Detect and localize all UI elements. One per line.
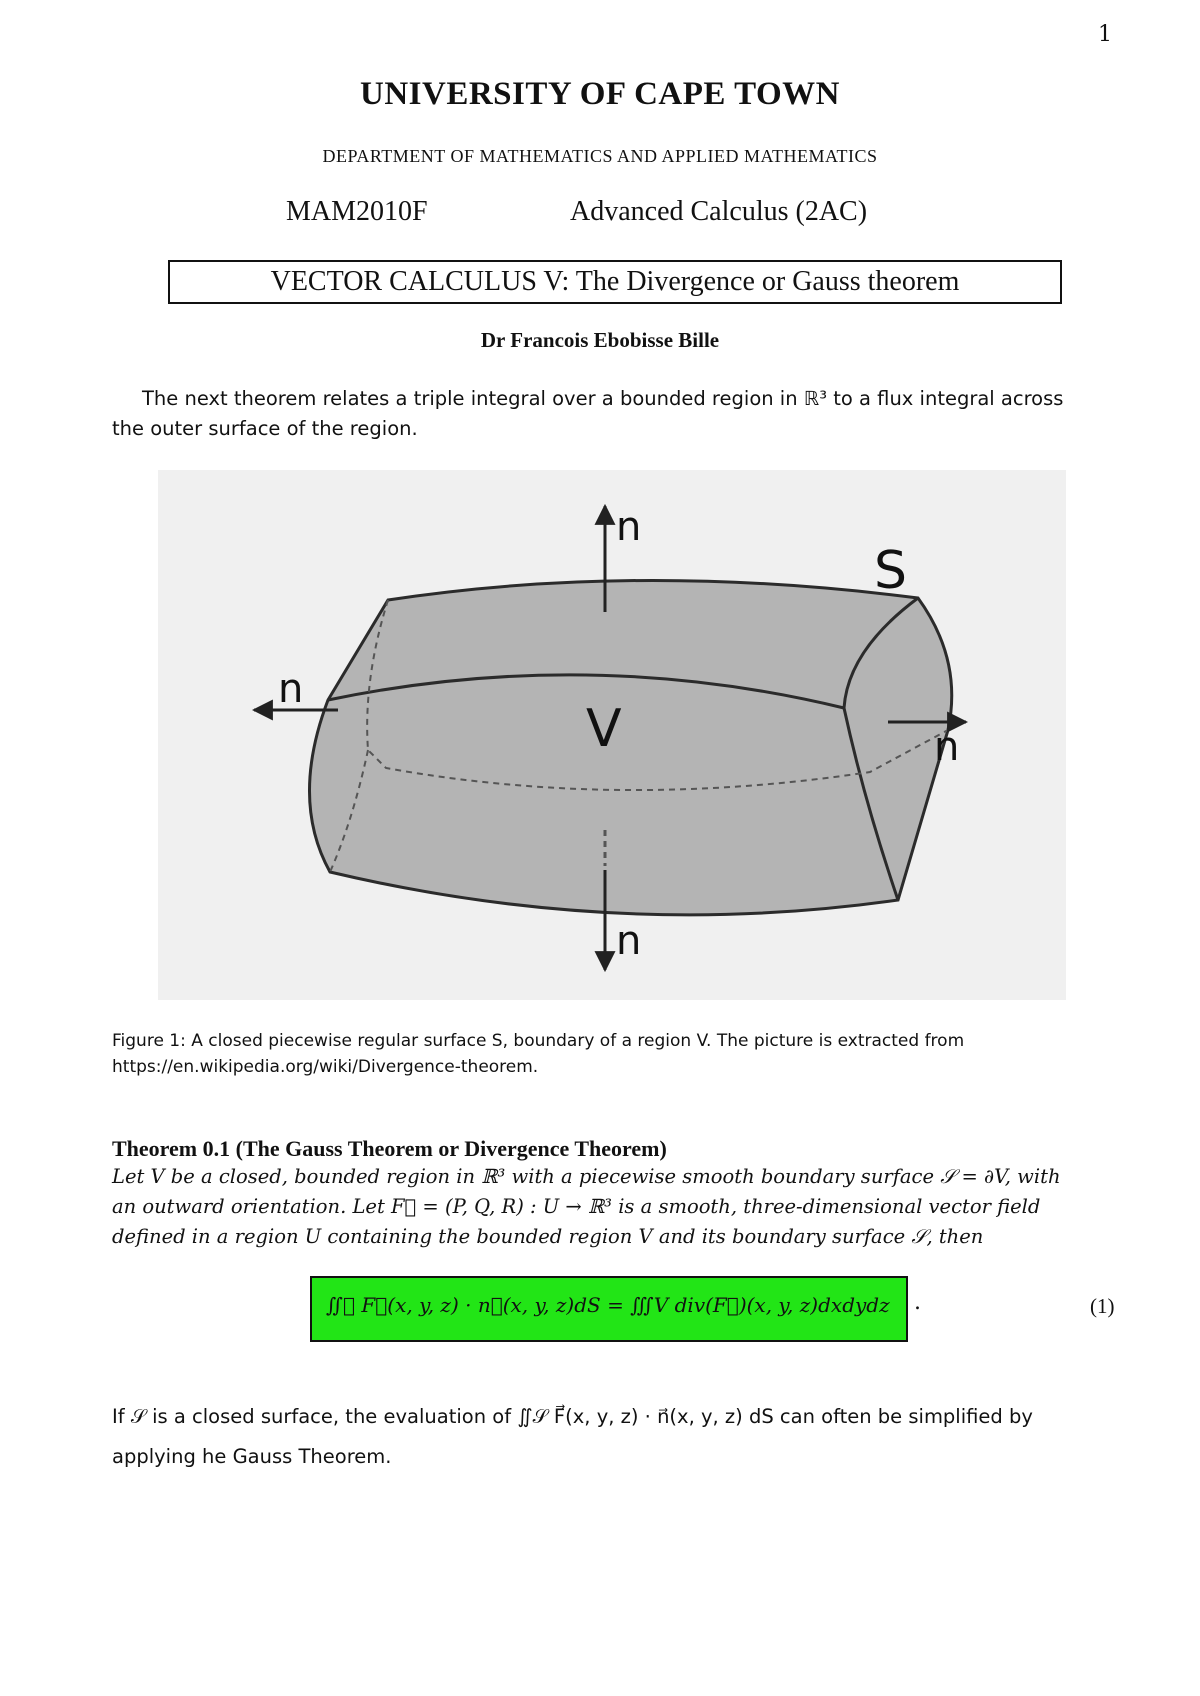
theorem-line-2: an outward orientation. Let F⃗ = (P, Q, R) : U → ℝ³ is a smooth, three-dimensional vector field xyxy=(112,1195,1041,1218)
label-n-bottom: n xyxy=(616,918,642,964)
theorem-line-3: defined in a region U containing the bounded region V and its boundary surface 𝒮, then xyxy=(112,1225,984,1248)
closing-line-1: If 𝒮 is a closed surface, the evaluation of ∬𝒮 F⃗(x, y, z) · n⃗(x, y, z) dS can often be simplified by xyxy=(112,1405,1033,1428)
university-title: UNIVERSITY OF CAPE TOWN xyxy=(360,76,840,112)
caption-line-2: https://en.wikipedia.org/wiki/Divergence-theorem. xyxy=(112,1057,539,1077)
course-title: Advanced Calculus (2AC) xyxy=(570,196,868,227)
intro-line-1: The next theorem relates a triple integral over a bounded region in ℝ³ to a flux integral across xyxy=(142,387,1064,410)
equation-period: . xyxy=(914,1290,921,1315)
caption-line-1: Figure 1: A closed piecewise regular surface S, boundary of a region V. The picture is extracted from xyxy=(112,1031,965,1051)
course-header xyxy=(0,196,1200,236)
label-surface-s: S xyxy=(874,541,908,601)
label-n-right: n xyxy=(934,724,960,770)
lecture-title: VECTOR CALCULUS V: The Divergence or Gauss theorem xyxy=(168,260,1062,304)
closing-paragraph xyxy=(112,1402,1120,1472)
label-volume-v: V xyxy=(586,699,622,759)
equation-number: (1) xyxy=(1090,1294,1115,1318)
course-code: MAM2010F xyxy=(286,196,428,227)
closing-line-2: applying he Gauss Theorem. xyxy=(112,1445,392,1468)
figure-caption xyxy=(112,1028,1120,1080)
intro-paragraph xyxy=(112,384,1120,444)
author: Dr Francois Ebobisse Bille xyxy=(480,328,720,352)
divergence-equation: ∬𝒮 F⃗(x, y, z) · n⃗(x, y, z)dS = ∭V div(F⃗)(x, y, z)dxdydz xyxy=(326,1293,890,1317)
theorem-statement xyxy=(112,1162,1122,1252)
page-number: 1 xyxy=(1098,22,1112,47)
equation-box xyxy=(310,1276,908,1342)
label-n-top: n xyxy=(616,504,642,550)
theorem-line-1: Let V be a closed, bounded region in ℝ³ with a piecewise smooth boundary surface 𝒮 = ∂V, with xyxy=(112,1165,1061,1188)
label-n-left: n xyxy=(278,666,304,712)
theorem-heading: Theorem 0.1 (The Gauss Theorem or Divergence Theorem) xyxy=(112,1136,667,1161)
department-name: DEPARTMENT OF MATHEMATICS AND APPLIED MATHEMATICS xyxy=(322,146,878,166)
region-body xyxy=(309,580,951,914)
figure-drawing xyxy=(158,470,1066,1000)
figure-divergence xyxy=(158,470,1066,1000)
intro-line-2: the outer surface of the region. xyxy=(112,417,418,440)
